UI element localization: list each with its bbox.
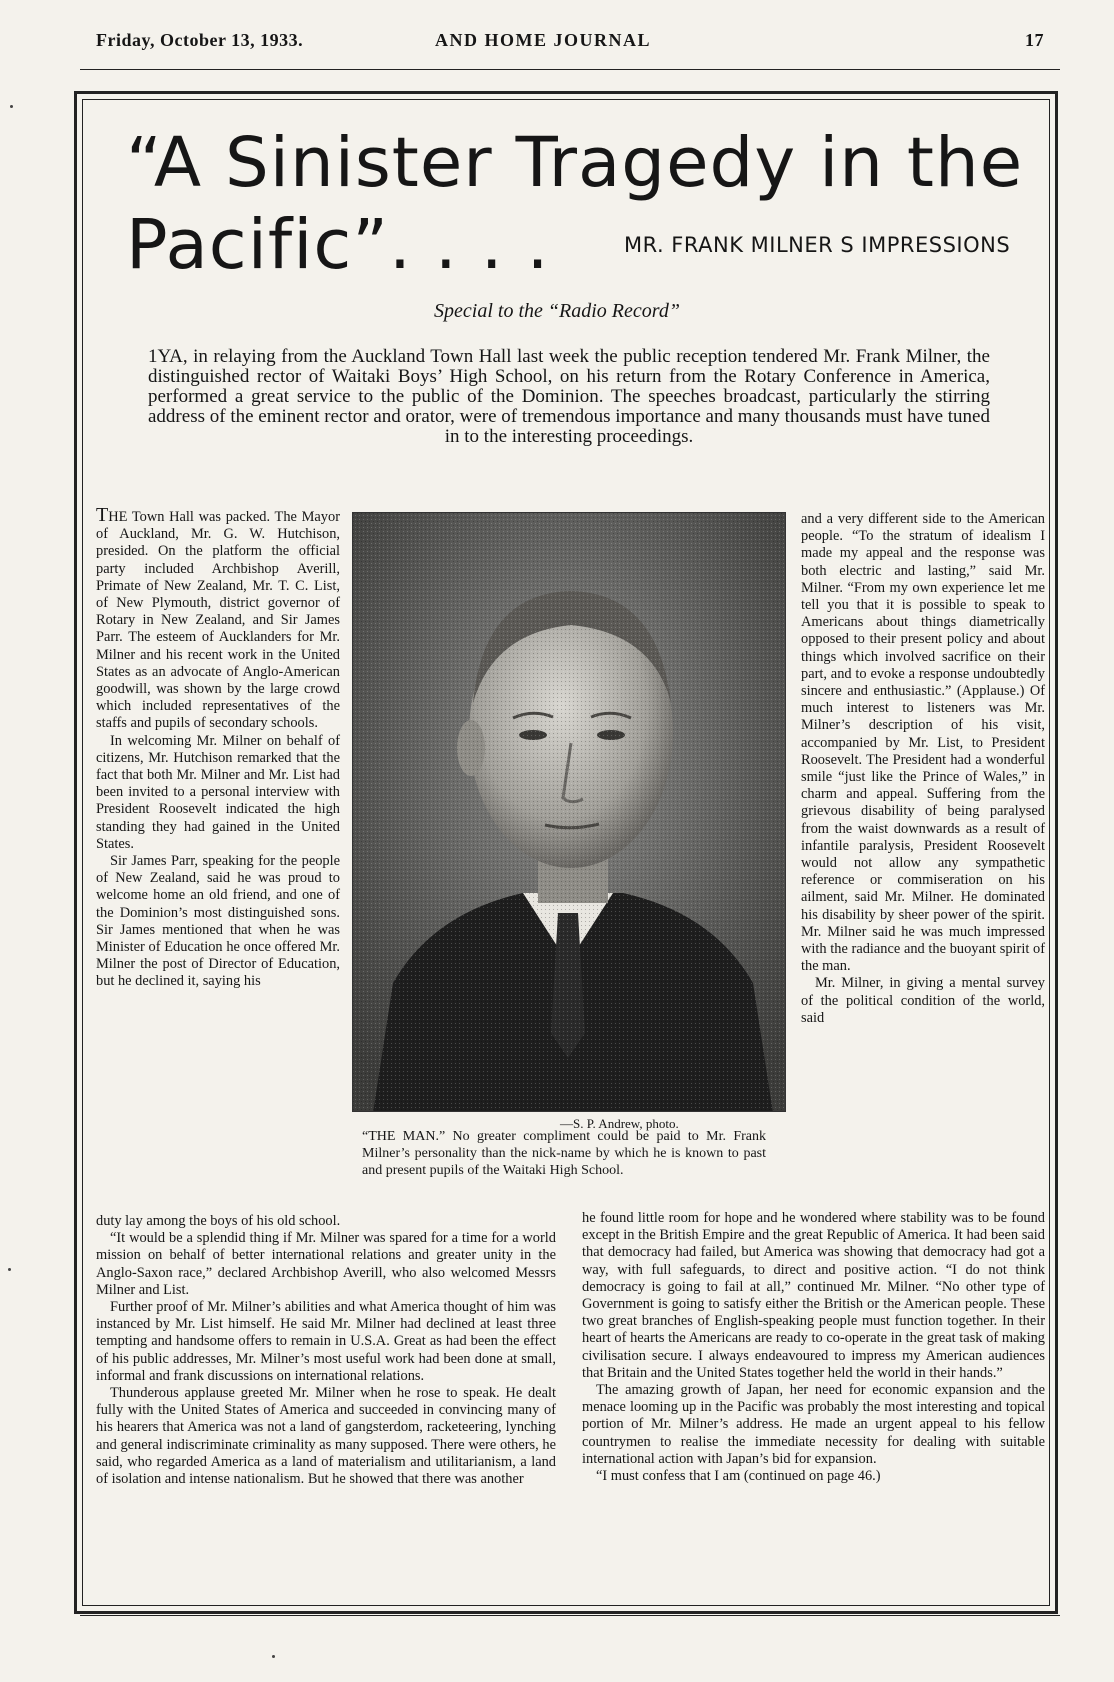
article-subhead: MR. FRANK MILNER S IMPRESSIONS bbox=[624, 233, 1011, 257]
margin-speck bbox=[10, 105, 13, 108]
bottom-left-paragraph: Thunderous applause greeted Mr. Milner when he rose to speak. He dealt fully with the United States of America and succeeded in convincing many of his hearers that America was not a land of gangsterdom, racketeering, lynching and general indiscriminate criminality as many supposed. There were others, he said, who regarded America as a land of materialism and utilitarianism, a land of isolation and intense nationalism. But he showed that there was another bbox=[96, 1385, 556, 1488]
header-publication: AND HOME JOURNAL bbox=[435, 30, 651, 50]
photo-caption-lead: “THE MAN.” bbox=[362, 1129, 446, 1144]
photo-caption-text: No greater compliment could be paid to Mr. Frank Milner’s personality than the nick-name by which he is known to past and present pupils of the Waitaki High School. bbox=[362, 1129, 767, 1178]
bottom-left-paragraph: Further proof of Mr. Milner’s abilities and what America thought of him was instanced by Mr. List himself. He said Mr. Milner had declined at least three tempting and handsome offers to remain in U.S.A. Great as had been the effect of his public addresses, Mr. Milner’s most useful work had been done at small, informal and frank discussions on international relations. bbox=[96, 1299, 556, 1384]
header-page-number: 17 bbox=[1025, 30, 1044, 50]
article-title-line1: “A Sinister Tragedy in the bbox=[126, 123, 1024, 203]
right-column bbox=[801, 511, 1045, 1027]
left-column-paragraph bbox=[96, 504, 340, 733]
bottom-rule bbox=[80, 1615, 1060, 1616]
bottom-right-paragraph: he found little room for hope and he wondered where stability was to be found except in the British Empire and the great Republic of America. It had been said that democracy had failed, but America was showing that democracy had got a way, with full safeguards, to direct and positive action. “I do not think democracy is going to fail at all,” continued Mr. Milner. “No other type of Government is going to satisfy either the British or the American people. These two great branches of English-speaking people must function together. In their heart of hearts the Americans are ready to co-operate in the great task of making civilisation secure. I always endeavoured to impress my American audiences that Britain and the United States together held the world in their hands.” bbox=[582, 1210, 1045, 1381]
left-column-paragraph: Sir James Parr, speaking for the people of New Zealand, said he was proud to welcome home an old friend, and one of the Dominion’s most distinguished sons. Sir James mentioned that when he was Minister of Education he once offered Mr. Milner the post of Director of Education, but he declined it, saying his bbox=[96, 853, 340, 990]
special-to-line: Special to the “Radio Record” bbox=[434, 300, 680, 322]
header-date: Friday, October 13, 1933. bbox=[96, 30, 304, 50]
right-column-paragraph: Mr. Milner, in giving a mental survey of the political condition of the world, said bbox=[801, 975, 1045, 1026]
margin-speck bbox=[272, 1655, 275, 1658]
portrait-image bbox=[353, 513, 786, 1112]
bottom-right-column bbox=[582, 1210, 1045, 1485]
bottom-left-paragraph: duty lay among the boys of his old school. bbox=[96, 1213, 341, 1229]
photo-caption bbox=[362, 1128, 766, 1179]
header-rule bbox=[80, 69, 1060, 70]
left-column-paragraph: In welcoming Mr. Milner on behalf of citizens, Mr. Hutchison remarked that the fact that both Mr. Milner and Mr. List had been invited to a personal interview with President Roosevelt indicated the high standing they had gained in the United States. bbox=[96, 732, 340, 852]
margin-speck bbox=[8, 1268, 11, 1271]
bottom-right-paragraph: “I must confess that I am (continued on page 46.) bbox=[596, 1468, 881, 1485]
right-column-paragraph: and a very different side to the American people. “To the stratum of idealism I made my appeal and the response was both electric and lasting,” said Mr. Milner. “From my own experience let me tell you that it is possible to speak to Americans about things diametrically opposed to their present policy and about things which involved sacrifice on their part, and to evoke a response undoubtedly sincere and enthusiastic.” (Applause.) Of much interest to listeners was Mr. Milner’s description of his visit, accompanied by Mr. List, to President Roosevelt. The President had a wonderful smile “just like the Prince of Wales,” in charm and appeal. Suffering from the grievous disability of being paralysed from the waist downwards as a result of infantile paralysis, President Roosevelt would not allow any sympathetic reference or commiseration on his ailment, said Mr. Milner. He dominated his disability by sheer power of the spirit. Mr. Milner said he was much impressed with the radiance and the buoyant spirit of the man. bbox=[801, 511, 1045, 975]
article-title-line2: Pacific”. . . . bbox=[126, 205, 550, 285]
left-column-paragraph-text: HE Town Hall was packed. The Mayor of Auckland, Mr. G. W. Hutchison, presided. On the platform the official party included Archbishop Averill, Primate of New Zealand, Mr. T. C. List, of New Plymouth, district governor of Rotary in New Zealand, and Sir James Parr. The esteem of Aucklanders for Mr. Milner and his recent work in the United States as an advocate of Anglo-American goodwill, was shown by the large crowd which included representatives of the staffs and pupils of secondary schools. bbox=[96, 509, 340, 732]
bottom-right-paragraph: The amazing growth of Japan, her need for economic expansion and the menace looming up in the Pacific was probably the most interesting and topical portion of Mr. Milner’s address. He made an urgent appeal to his fellow countrymen to realise the immediate necessity for dealing with suitable international action with Japan’s bid for expansion. bbox=[582, 1382, 1045, 1467]
drop-cap: T bbox=[96, 504, 109, 526]
bottom-left-column bbox=[96, 1213, 556, 1488]
portrait-photo bbox=[352, 512, 786, 1112]
photo-credit: —S. P. Andrew, photo. bbox=[560, 1116, 679, 1131]
bottom-left-paragraph: “It would be a splendid thing if Mr. Milner was spared for a time for a world mission on behalf of better international relations and greater unity in the Anglo-Saxon race,” declared Archbishop Averill, who also welcomed Messrs Milner and List. bbox=[96, 1230, 556, 1298]
article-intro: 1YA, in relaying from the Auckland Town Hall last week the public reception tendered Mr. Frank Milner, the distinguished rector of Waitaki Boys’ High School, on his return from the Rotary Conference in America, performed a great service to the public of the Dominion. The speeches broadcast, particularly the stirring address of the eminent rector and orator, were of tremendous importance and many thousands must have tuned in to the interesting proceedings. bbox=[148, 346, 990, 447]
article-title bbox=[126, 122, 1026, 286]
left-column bbox=[96, 504, 340, 991]
